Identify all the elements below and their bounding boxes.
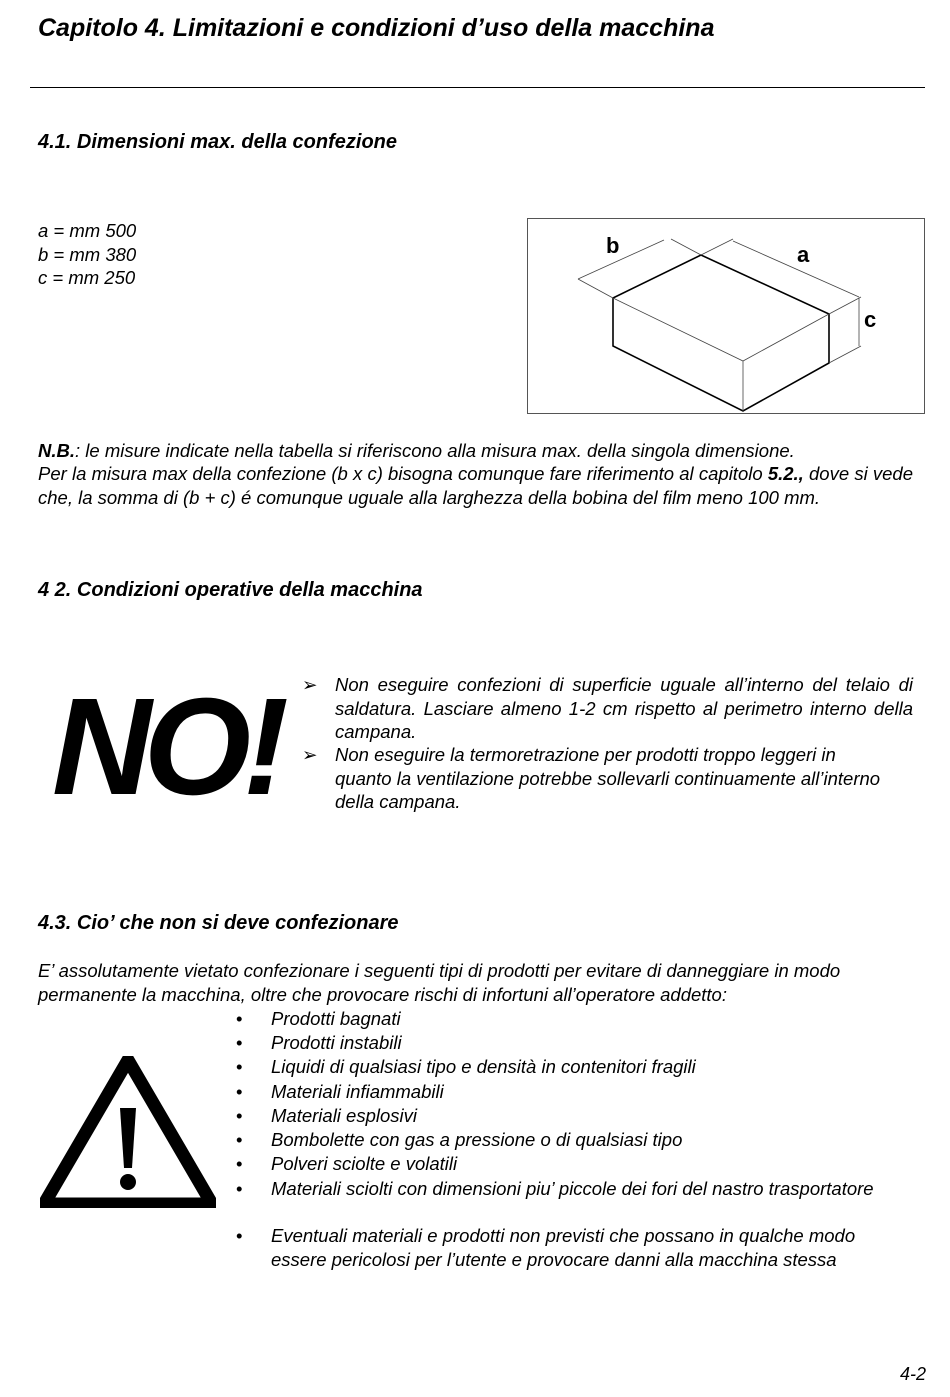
page-number: 4-2 bbox=[899, 1364, 926, 1384]
p1-text: Per la misura max della confezione (b x c) bisogna comunque fare riferimento al capitolo bbox=[38, 463, 768, 484]
section-4-3-intro: E’ assolutamente vietato confezionare i seguenti tipi di prodotti per evitare di danneggiare in modo permanente la macchina, oltre che provocare rischi di infortuni all’operatore addetto: bbox=[38, 960, 841, 1005]
warning-text: Non eseguire la termoretrazione per prodotti troppo leggeri in quanto la ventilazione potrebbe sollevarli continuamente all’interno della campana. bbox=[335, 744, 881, 812]
item-text: Eventuali materiali e prodotti non previsti che possano in qualche modo essere pericolosi per l’utente e provocare danni alla macchina stessa bbox=[271, 1225, 856, 1270]
warning-triangle-icon bbox=[40, 1056, 216, 1208]
dim-c: c = mm 250 bbox=[38, 267, 136, 288]
p2-text: dove si vede che, la somma di (b + c) é comunque uguale alla larghezza della bobina del film meno 100 mm. bbox=[38, 463, 913, 508]
item-text: Liquidi di qualsiasi tipo e densità in contenitori fragili bbox=[271, 1056, 696, 1077]
warning-item bbox=[302, 743, 895, 814]
dimensions-list bbox=[38, 219, 136, 290]
list-item: • Prodotti instabili bbox=[236, 1032, 402, 1053]
dim-b: b = mm 380 bbox=[38, 243, 137, 265]
warning-item bbox=[302, 673, 913, 744]
no-sign: NO! bbox=[52, 670, 281, 824]
header-rule bbox=[30, 87, 925, 88]
dim-a: a = mm 500 bbox=[38, 220, 137, 241]
box-diagram bbox=[527, 218, 925, 414]
arrow-bullet-icon: ➢ bbox=[302, 744, 318, 765]
item-text: Prodotti bagnati bbox=[271, 1008, 401, 1029]
nb-label: N.B. bbox=[38, 440, 75, 461]
list-item: • Polveri sciolte e volatili bbox=[236, 1153, 458, 1174]
nb-note bbox=[38, 439, 913, 463]
arrow-bullet-icon: ➢ bbox=[302, 674, 318, 695]
warning-text: Non eseguire confezioni di superficie uguale all’interno del telaio di saldatura. Lasciare almeno 1-2 cm rispetto al perimetro interno della campana. bbox=[335, 674, 913, 742]
list-item: • Materiali infiammabili bbox=[236, 1081, 444, 1102]
item-text: Materiali esplosivi bbox=[271, 1105, 417, 1126]
nb-text: : le misure indicate nella tabella si riferiscono alla misura max. della singola dimensione. bbox=[75, 440, 795, 461]
item-text: Materiali infiammabili bbox=[271, 1081, 444, 1102]
list-item: • Liquidi di qualsiasi tipo e densità in contenitori fragili bbox=[236, 1056, 696, 1077]
chapter-title: Capitolo 4. Limitazioni e condizioni d’uso della macchina bbox=[38, 14, 715, 42]
item-text: Polveri sciolte e volatili bbox=[271, 1153, 458, 1174]
section-4-3-title: 4.3. Cio’ che non si deve confezionare bbox=[38, 912, 399, 934]
label-c: c bbox=[864, 307, 877, 332]
list-item: • Prodotti bagnati bbox=[236, 1008, 401, 1029]
item-text: Prodotti instabili bbox=[271, 1032, 402, 1053]
label-a: a bbox=[797, 242, 810, 267]
section-4-1-title: 4.1. Dimensioni max. della confezione bbox=[38, 131, 397, 153]
paragraph-5-2 bbox=[38, 462, 913, 509]
list-item: • Materiali esplosivi bbox=[236, 1105, 417, 1126]
section-4-2-title: 4 2. Condizioni operative della macchina bbox=[38, 579, 423, 601]
label-b: b bbox=[606, 233, 620, 258]
list-item: • Bombolette con gas a pressione o di qualsiasi tipo bbox=[236, 1129, 683, 1150]
chapter-ref: 5.2., bbox=[767, 463, 804, 484]
item-text: Materiali sciolti con dimensioni piu’ piccole dei fori del nastro trasportatore bbox=[271, 1178, 874, 1199]
list-item: • Materiali sciolti con dimensioni piu’ piccole dei fori del nastro trasportatore bbox=[236, 1178, 874, 1199]
item-text: Bombolette con gas a pressione o di qualsiasi tipo bbox=[271, 1129, 683, 1150]
list-item: • Eventuali materiali e prodotti non previsti che possano in qualche modo essere pericolosi per l’utente e provocare danni alla macchina stessa bbox=[236, 1225, 856, 1270]
